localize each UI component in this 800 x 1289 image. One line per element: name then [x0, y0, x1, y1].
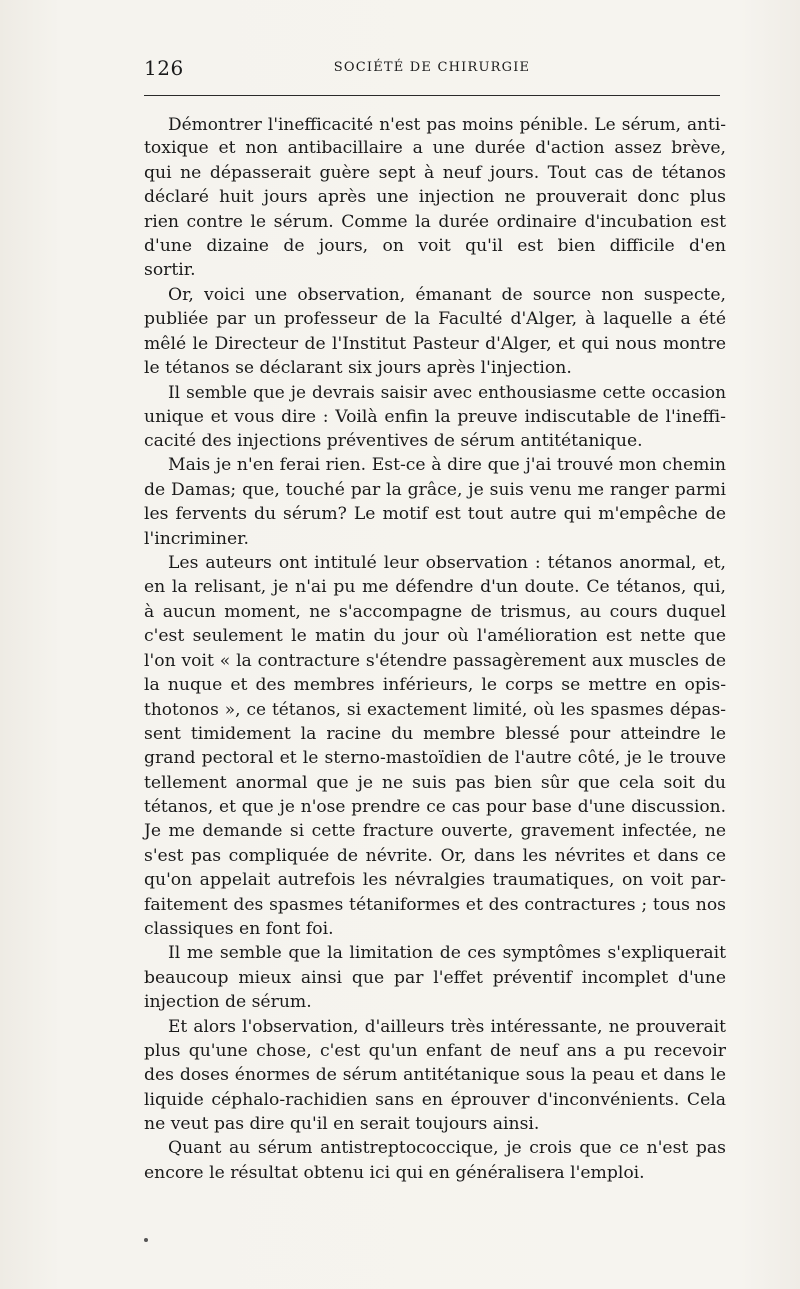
- text-line: sent timidement la racine du membre blessé pour atteindre le: [144, 723, 726, 744]
- text-line: de Damas; que, touché par la grâce, je suis venu me ranger parmi: [144, 479, 726, 500]
- text-line: thotonos », ce tétanos, si exactement limité, où les spasmes dépas-: [144, 699, 726, 720]
- text-line: en la relisant, je n'ai pu me défendre d'un doute. Ce tétanos, qui,: [144, 577, 726, 598]
- text-line: Quant au sérum antistreptococcique, je crois que ce n'est pas: [168, 1138, 726, 1159]
- text-line: encore le résultat obtenu ici qui en généralisera l'emploi.: [144, 1162, 645, 1183]
- text-line: l'on voit « la contracture s'étendre passagèrement aux muscles de: [144, 650, 726, 671]
- text-line: le tétanos se déclarant six jours après l'injection.: [144, 357, 572, 378]
- text-line: faitement des spasmes tétaniformes et des contractures ; tous nos: [144, 894, 726, 915]
- text-line: cacité des injections préventives de sérum antitétanique.: [144, 431, 643, 452]
- page-header: [144, 56, 720, 86]
- text-line: Il me semble que la limitation de ces symptômes s'expliquerait: [168, 943, 726, 964]
- text-line: des doses énormes de sérum antitétanique sous la peau et dans le: [144, 1065, 726, 1086]
- text-line: Démontrer l'inefficacité n'est pas moins pénible. Le sérum, anti-: [168, 114, 726, 134]
- paragraph: [144, 283, 726, 381]
- text-line: s'est pas compliquée de névrite. Or, dans les névrites et dans ce: [144, 845, 726, 866]
- text-line: rien contre le sérum. Comme la durée ordinaire d'incubation est: [144, 211, 726, 232]
- paragraph: [144, 112, 726, 283]
- text-line: Et alors l'observation, d'ailleurs très intéressante, ne prouverait: [168, 1016, 726, 1037]
- paragraph: [144, 453, 726, 551]
- text-line: la nuque et des membres inférieurs, le corps se mettre en opis-: [144, 674, 726, 695]
- text-line: à aucun moment, ne s'accompagne de trismus, au cours duquel: [144, 601, 726, 622]
- running-title: SOCIÉTÉ DE CHIRURGIE: [333, 60, 531, 75]
- text-line: qu'on appelait autrefois les névralgies traumatiques, on voit par-: [144, 870, 726, 891]
- body-text: [144, 112, 726, 1185]
- print-speck: [144, 1238, 148, 1242]
- text-line: déclaré huit jours après une injection ne prouverait donc plus: [144, 187, 726, 208]
- text-line: Il semble que je devrais saisir avec enthousiasme cette occasion: [168, 382, 726, 403]
- text-line: sortir.: [144, 260, 196, 281]
- paragraph: [144, 380, 726, 453]
- text-line: classiques en font foi.: [144, 918, 334, 939]
- text-line: ne veut pas dire qu'il en serait toujours ainsi.: [144, 1114, 540, 1135]
- text-line: d'une dizaine de jours, on voit qu'il est bien difficile d'en: [144, 235, 726, 256]
- text-line: plus qu'une chose, c'est qu'un enfant de neuf ans a pu recevoir: [144, 1040, 726, 1061]
- text-line: Les auteurs ont intitulé leur observation : tétanos anormal, et,: [168, 553, 726, 574]
- paragraph: [144, 1136, 726, 1185]
- paragraph: [144, 1014, 726, 1136]
- text-line: unique et vous dire : Voilà enfin la preuve indiscutable de l'ineffi-: [144, 406, 726, 427]
- text-line: mêlé le Directeur de l'Institut Pasteur d'Alger, et qui nous montre: [144, 333, 726, 354]
- text-line: tétanos, et que je n'ose prendre ce cas pour base d'une discussion.: [144, 796, 726, 817]
- text-line: l'incriminer.: [144, 528, 249, 549]
- text-line: liquide céphalo-rachidien sans en éprouver d'inconvénients. Cela: [144, 1089, 726, 1110]
- header-rule: [144, 95, 720, 96]
- paragraph: [144, 941, 726, 1014]
- text-line: injection de sérum.: [144, 992, 312, 1013]
- text-line: publiée par un professeur de la Faculté d'Alger, à laquelle a été: [144, 309, 726, 330]
- text-line: beaucoup mieux ainsi que par l'effet préventif incomplet d'une: [144, 967, 726, 988]
- text-line: grand pectoral et le sterno-mastoïdien de l'autre côté, je le trouve: [144, 748, 726, 769]
- text-line: toxique et non antibacillaire a une durée d'action assez brève,: [144, 138, 726, 159]
- text-line: Mais je n'en ferai rien. Est-ce à dire que j'ai trouvé mon chemin: [168, 455, 726, 476]
- page-number: 126: [144, 56, 184, 80]
- text-line: c'est seulement le matin du jour où l'amélioration est nette que: [144, 626, 726, 647]
- paragraph: [144, 551, 726, 941]
- text-line: Je me demande si cette fracture ouverte, gravement infectée, ne: [144, 821, 726, 842]
- text-line: tellement anormal que je ne suis pas bien sûr que cela soit du: [144, 772, 726, 793]
- text-line: les fervents du sérum? Le motif est tout autre qui m'empêche de: [144, 504, 726, 525]
- text-line: qui ne dépasserait guère sept à neuf jours. Tout cas de tétanos: [144, 162, 726, 183]
- text-line: Or, voici une observation, émanant de source non suspecte,: [168, 284, 726, 305]
